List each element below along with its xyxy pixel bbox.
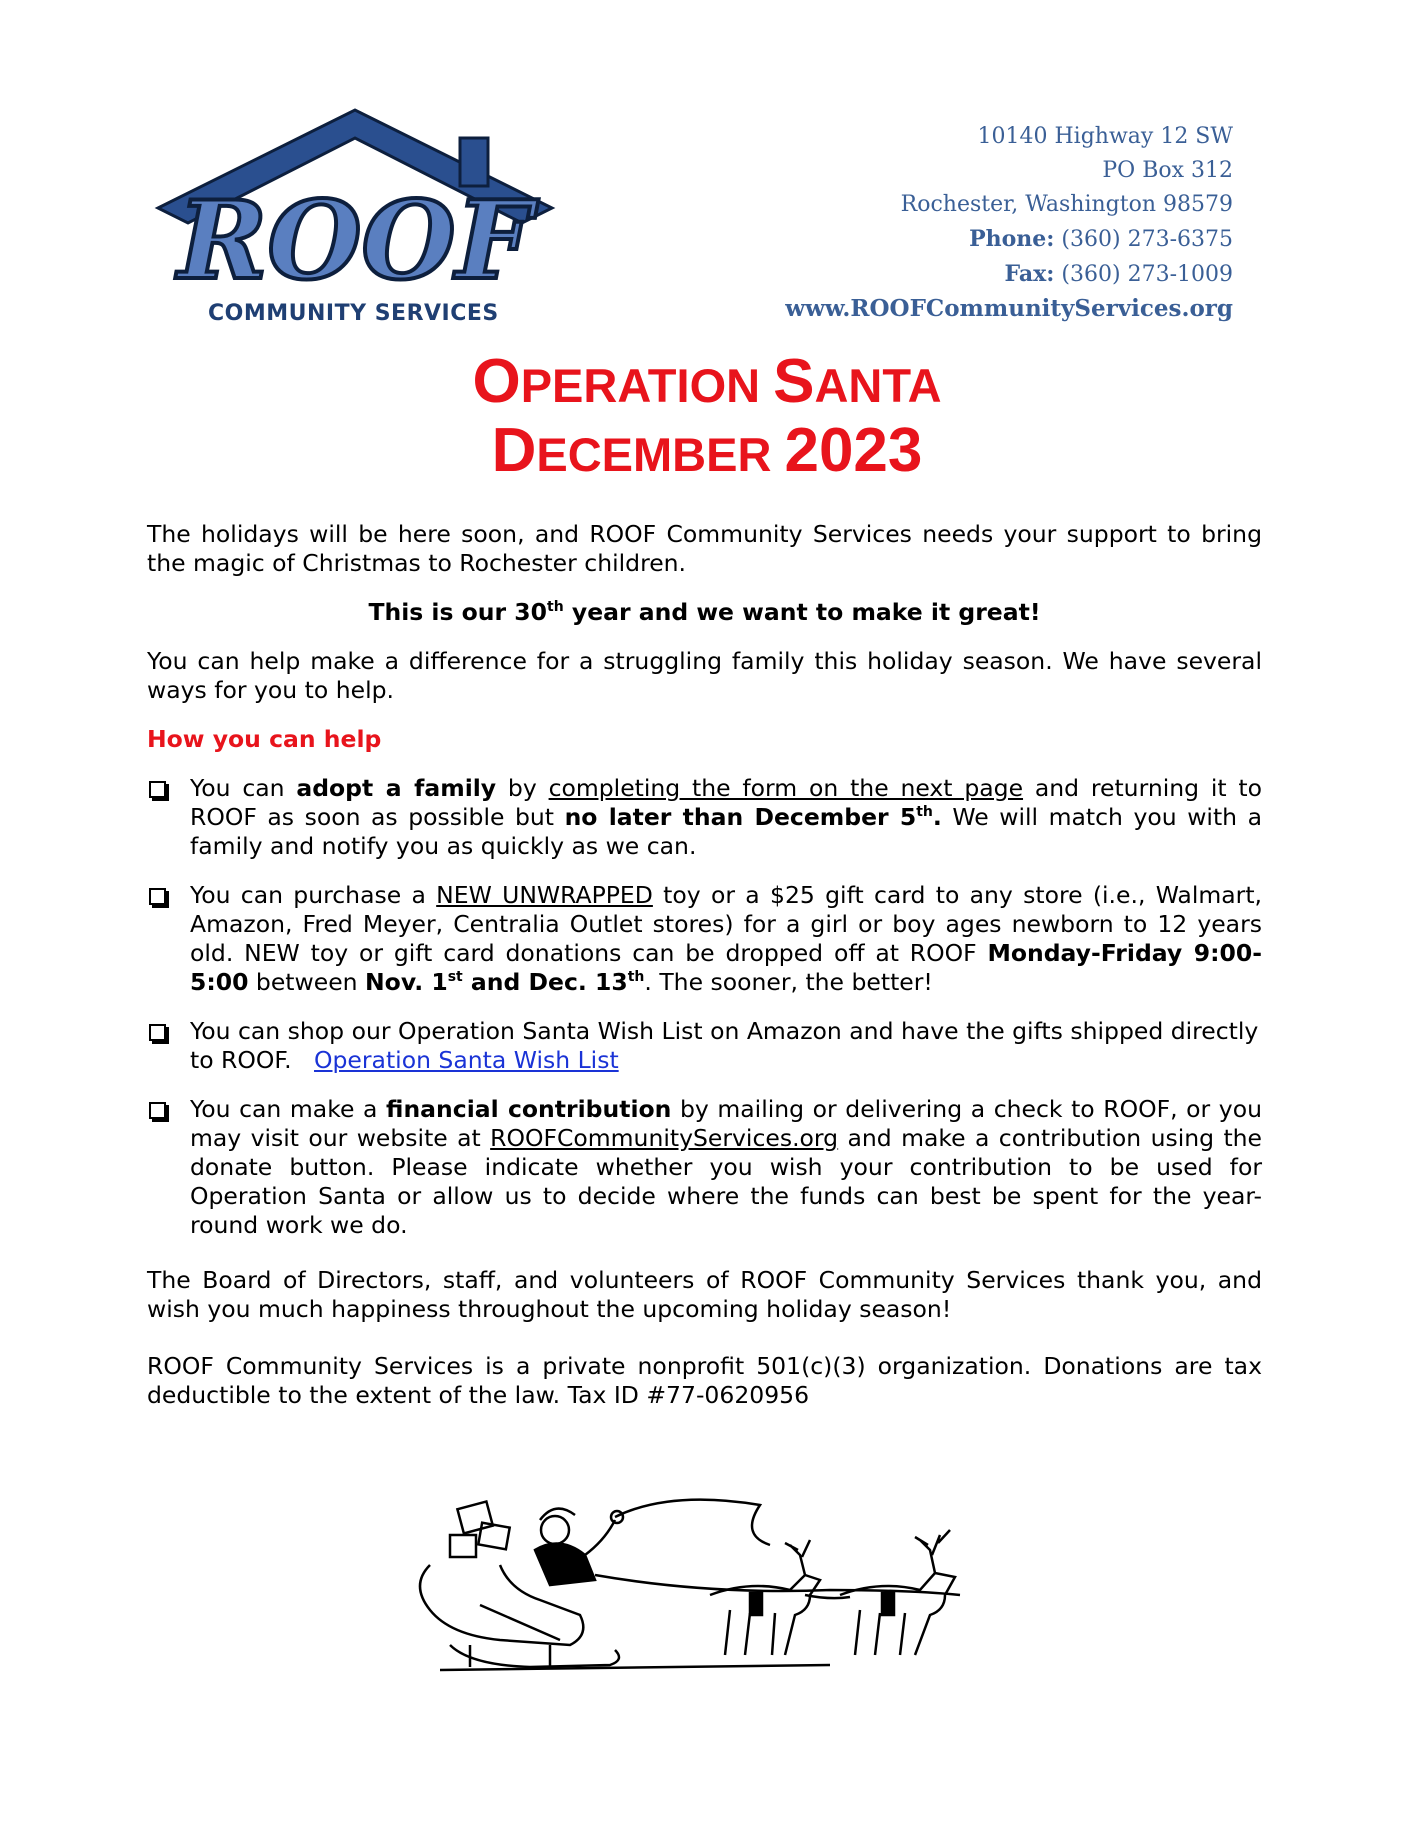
- address-phone: [773, 222, 1233, 257]
- fax-number: (360) 273-1009: [1061, 262, 1233, 287]
- wish-list-link[interactable]: Operation Santa Wish List: [314, 1046, 619, 1074]
- fax-label: Fax:: [1004, 261, 1055, 287]
- form-link[interactable]: completing the form on the next page: [548, 774, 1024, 802]
- roof-logo: [150, 108, 560, 328]
- help-heading: How you can help: [147, 725, 382, 753]
- website-link[interactable]: ROOFCommunityServices.org: [490, 1124, 839, 1152]
- letter-body: [147, 520, 1266, 1410]
- page-title: OPERATION SANTA: [472, 347, 942, 416]
- nonprofit-paragraph: ROOF Community Services is a private nonprofit 501(c)(3) organization. Donations are tax deductible to the extent of the law. Tax ID #77-0620956: [147, 1352, 1262, 1409]
- address-block: [773, 120, 1233, 326]
- list-item-adopt-family: You can adopt a family by completing the form on the next page and returning it to ROOF as soon as possible but no later than December 5th. We will match you with a family and notify you as quickly as we can.: [147, 774, 1262, 861]
- list-item-financial-contribution: You can make a financial contribution by mailing or delivering a check to ROOF, or you may visit our website at ROOFCommunityServices.org and make a contribution using the donate button. Please indicate whether you wish your contribution to be used for Operation Santa or allow us to decide where the funds can best be spent for the year-round work we do.: [147, 1095, 1262, 1240]
- anniversary-line: This is our 30th year and we want to make it great!: [368, 598, 1041, 626]
- checkbox-bullet-icon: [149, 888, 166, 905]
- website-url[interactable]: www.ROOFCommunityServices.org: [785, 295, 1233, 322]
- list-item-wish-list: You can shop our Operation Santa Wish List on Amazon and have the gifts shipped directly to ROOF. Operation Santa Wish List: [147, 1017, 1262, 1075]
- phone-label: Phone:: [969, 226, 1055, 252]
- logo-subtitle: COMMUNITY SERVICES: [208, 301, 499, 326]
- checkbox-bullet-icon: [149, 1024, 166, 1041]
- santa-sleigh-icon: [410, 1495, 1030, 1680]
- phone-number: (360) 273-6375: [1061, 227, 1233, 252]
- list-item-toy-donation: You can purchase a NEW UNWRAPPED toy or a $25 gift card to any store (i.e., Walmart, Amazon, Fred Meyer, Centralia Outlet stores) for a girl or boy ages newborn to 12 years old. NEW toy or gift card donations can be dropped off at ROOF Monday-Friday 9:00-5:00 between Nov. 1st and Dec. 13th. The sooner, the better!: [147, 881, 1262, 997]
- address-city: Rochester, Washington 98579: [900, 192, 1233, 217]
- santa-sleigh-illustration: [410, 1495, 1030, 1680]
- checkbox-bullet-icon: [149, 781, 166, 798]
- address-street: 10140 Highway 12 SW: [977, 124, 1233, 149]
- roof-house-icon: [150, 108, 560, 298]
- intro-paragraph: The holidays will be here soon, and ROOF Community Services needs your support to bring the magic of Christmas to Rochester children.: [147, 520, 1262, 577]
- page-subtitle: DECEMBER 2023: [491, 416, 923, 485]
- address-po-box: PO Box 312: [1102, 158, 1233, 183]
- ways-paragraph: You can help make a difference for a struggling family this holiday season. We have several ways for you to help.: [147, 647, 1262, 704]
- checkbox-bullet-icon: [149, 1102, 166, 1119]
- address-fax: [773, 257, 1233, 292]
- logo-wordmark: ROOF: [177, 178, 533, 298]
- thanks-paragraph: The Board of Directors, staff, and volunteers of ROOF Community Services thank you, and wish you much happiness throughout the upcoming holiday season!: [147, 1266, 1262, 1323]
